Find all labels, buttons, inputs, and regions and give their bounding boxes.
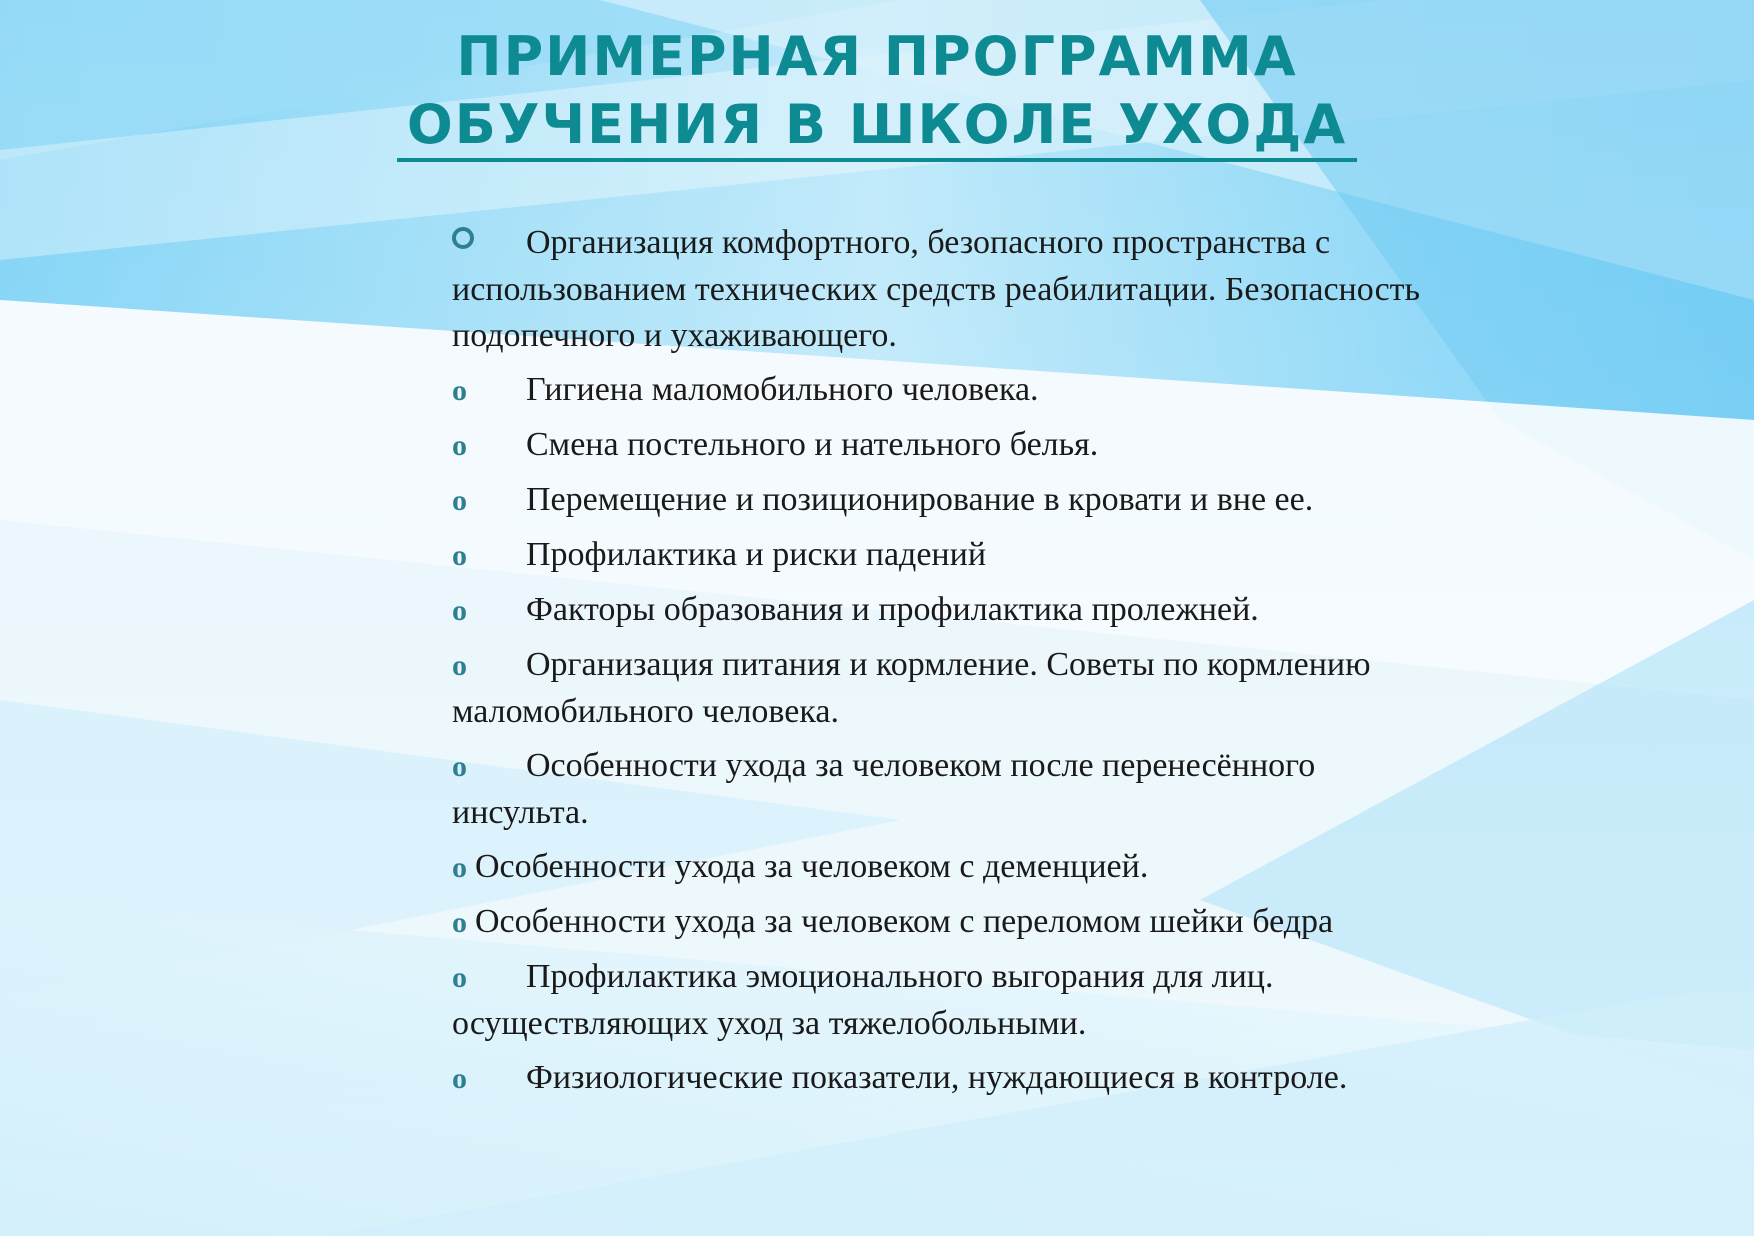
- list-item-text: Перемещение и позиционирование в кровати и вне ее.: [526, 481, 1314, 518]
- bullet-icon: o: [452, 906, 467, 939]
- bullet-icon: o: [452, 750, 467, 783]
- list-item: [452, 220, 1452, 359]
- list-item-text: Особенности ухода за человеком после перенесённого инсульта.: [452, 747, 1316, 831]
- ring-bullet-icon: [452, 221, 526, 267]
- title-line-2: [0, 90, 1754, 160]
- list-item: [452, 477, 1452, 524]
- list-item: [452, 642, 1452, 735]
- list-item: [452, 1055, 1452, 1102]
- list-item-text: Организация комфортного, безопасного пространства с использованием технических средств реабилитации. Безопасность подопечного и ухаживающего.: [452, 224, 1421, 354]
- bullet-icon: o: [452, 961, 467, 994]
- bullet-icon: o: [452, 374, 467, 407]
- bullet-icon: o: [452, 649, 467, 682]
- title-line-1: ПРИМЕРНАЯ ПРОГРАММА: [456, 25, 1298, 88]
- list-item: [452, 844, 1452, 891]
- list-item: [452, 743, 1452, 836]
- bullet-icon: o: [452, 1062, 467, 1095]
- list-item: [452, 954, 1452, 1047]
- list-item: [452, 367, 1452, 414]
- bullet-icon: o: [452, 594, 467, 627]
- list-item-text: Организация питания и кормление. Советы по кормлению маломобильного человека.: [452, 646, 1371, 730]
- list-item-text: Гигиена маломобильного человека.: [526, 371, 1039, 408]
- program-list: [452, 220, 1452, 1110]
- list-item: [452, 587, 1452, 634]
- list-item-text: Особенности ухода за человеком с деменцией.: [475, 848, 1149, 885]
- list-item-text: Факторы образования и профилактика пролежней.: [526, 591, 1259, 628]
- list-item-text: Профилактика эмоционального выгорания для лиц. осуществляющих уход за тяжелобольными.: [452, 958, 1274, 1042]
- list-item: [452, 899, 1452, 946]
- bullet-icon: o: [452, 484, 467, 517]
- title-line-2-text: ОБУЧЕНИЯ В ШКОЛЕ УХОДА: [397, 93, 1357, 162]
- bullet-icon: o: [452, 429, 467, 462]
- list-item-text: Профилактика и риски падений: [526, 536, 987, 573]
- list-item-text: Особенности ухода за человеком с переломом шейки бедра: [475, 903, 1334, 940]
- list-item: [452, 422, 1452, 469]
- bullet-icon: o: [452, 539, 467, 572]
- bullet-icon: o: [452, 851, 467, 884]
- list-item-text: Смена постельного и нательного белья.: [526, 426, 1099, 463]
- list-item: [452, 532, 1452, 579]
- list-item-text: Физиологические показатели, нуждающиеся в контроле.: [526, 1059, 1348, 1096]
